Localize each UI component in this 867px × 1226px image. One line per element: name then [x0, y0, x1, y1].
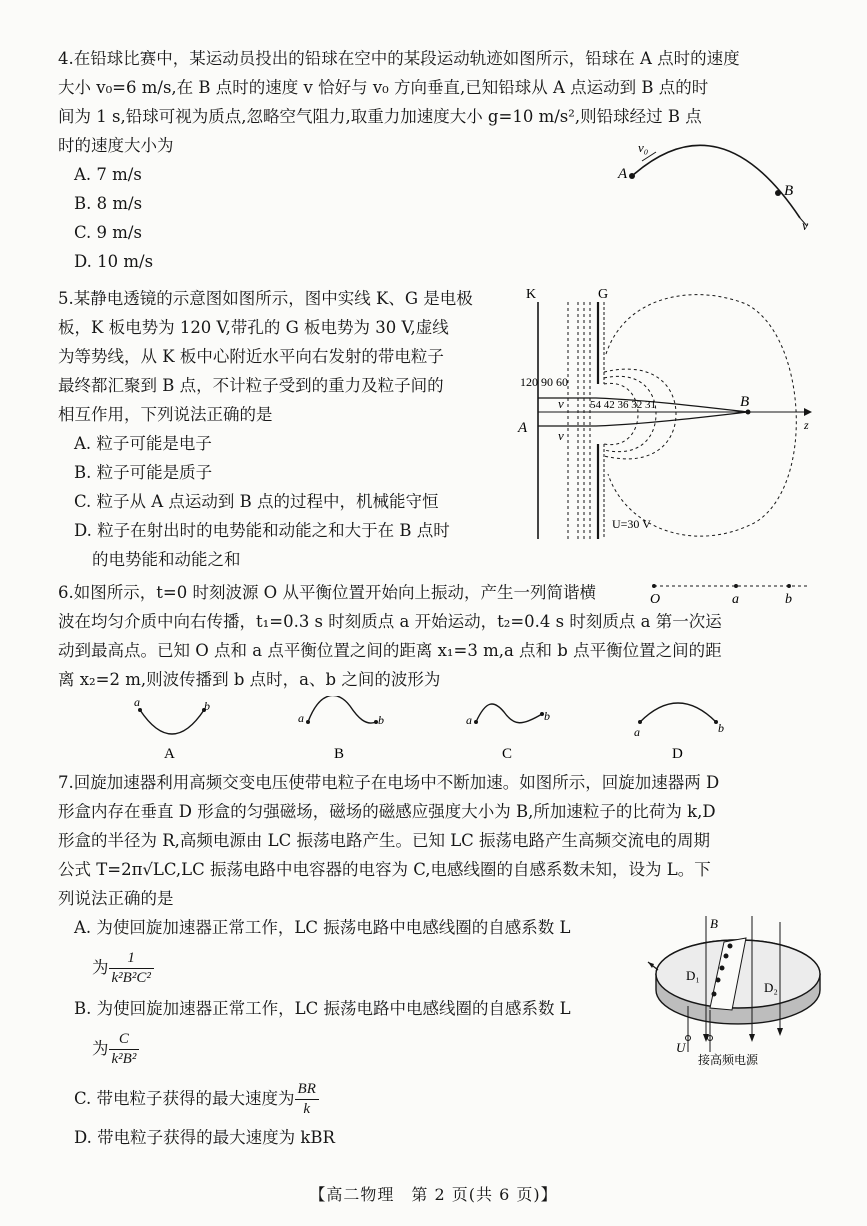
svg-text:b: b [718, 721, 724, 735]
q6-wave-axis-figure [650, 576, 815, 606]
svg-text:b: b [378, 713, 384, 727]
q7-line-1: 7.回旋加速器利用高频交变电压使带电粒子在电场中不断加速。如图所示，回旋加速器两 D [58, 773, 720, 792]
label-v-top: v [558, 396, 564, 411]
label-u: U [676, 1040, 686, 1055]
q7-line-4: 公式 T=2π√LC,LC 振荡电路中电容器的电容为 C,电感线圈的自感系数未知，设为 L。下 [58, 860, 711, 879]
svg-text:b: b [544, 709, 550, 723]
q7-option-d: D. 带电粒子获得的最大速度为 kBR [74, 1128, 335, 1147]
q7-line-3: 形盒的半径为 R,高频电源由 LC 振荡电路产生。已知 LC 振荡电路产生高频交流电的周期 [58, 831, 711, 850]
q7-cyclotron-figure [640, 912, 830, 1072]
choice-b-waveform [298, 696, 384, 762]
label-a: A [618, 166, 628, 182]
label-v: v [802, 219, 809, 234]
q6-waveform-choices [120, 696, 740, 766]
q6-line-1: 6.如图所示，t=0 时刻波源 O 从平衡位置开始向上振动，产生一列简谐横 [58, 583, 596, 602]
choice-c-waveform [466, 704, 550, 762]
label-g: G [598, 287, 609, 302]
q5-option-c: C. 粒子从 A 点运动到 B 点的过程中，机械能守恒 [74, 492, 439, 511]
q5-line-4: 最终都汇聚到 B 点，不计粒子受到的重力及粒子间的 [58, 376, 444, 395]
q4-line-3: 间为 1 s,铅球可视为质点,忽略空气阻力,取重力加速度大小 g=10 m/s²,则铅球经过 B 点 [58, 107, 702, 126]
q4-line-4: 时的速度大小为 [58, 136, 174, 155]
q4-option-a: A. 7 m/s [74, 165, 142, 184]
svg-text:a: a [134, 696, 140, 709]
q7-option-c: C. 带电粒子获得的最大速度为 $\frac{BR}{k}$ [58, 1075, 848, 1123]
q4-line-1: 4.在铅球比赛中，某运动员投出的铅球在空中的某段运动轨迹如图所示，铅球在 A 点时的速度 [58, 49, 740, 68]
q6-line-2: 波在均匀介质中向右传播，t₁=0.3 s 时刻质点 a 开始运动，t₂=0.4 s 时刻质点 a 第一次运 [58, 612, 722, 631]
q4-line-2: 大小 v₀=6 m/s,在 B 点时的速度 v 恰好与 v₀ 方向垂直,已知铅球从 A 点运动到 B 点的时 [58, 78, 709, 97]
point-b-dot [775, 190, 781, 196]
choice-d-label: D [672, 746, 683, 762]
label-potentials-right: 54 42 36 32 31 [590, 399, 656, 411]
q4-option-c: C. 9 m/s [74, 223, 142, 242]
q5-line-5: 相互作用，下列说法正确的是 [58, 405, 273, 424]
label-v-bottom: v [558, 428, 564, 443]
q4-option-d: D. 10 m/s [74, 252, 154, 271]
q5-electrostatic-lens-figure [516, 284, 816, 542]
q5-option-d-cont: 的电势能和动能之和 [92, 550, 241, 569]
q5-option-a: A. 粒子可能是电子 [74, 434, 212, 453]
q7-option-a-line: A. 为使回旋加速器正常工作，LC 振荡电路中电感线圈的自感系数 L [74, 918, 571, 937]
label-d1: D₁ [686, 968, 700, 983]
label-u: U=30 V [612, 517, 651, 531]
q4-trajectory-figure [610, 138, 830, 238]
label-b: b [785, 592, 792, 606]
label-a: a [732, 592, 739, 606]
q5-option-b: B. 粒子可能是质子 [74, 463, 213, 482]
svg-text:a: a [634, 725, 640, 739]
question-5 [58, 284, 518, 574]
q7-option-a-value: 为 $\frac{1}{\text{k²B²C²}}$ [58, 942, 848, 994]
label-potentials-left: 120 90 60 [520, 375, 568, 389]
choice-d-waveform [634, 703, 724, 762]
point-a-dot [629, 173, 635, 179]
svg-text:b: b [204, 699, 210, 713]
q5-line-2: 板，K 板电势为 120 V,带孔的 G 板电势为 30 V,虚线 [58, 318, 449, 337]
choice-a-waveform [134, 696, 210, 762]
q5-line-3: 为等势线，从 K 板中心附近水平向右发射的带电粒子 [58, 347, 444, 366]
label-b: B [740, 394, 750, 410]
label-d2: D₂ [764, 980, 778, 995]
q4-option-b: B. 8 m/s [74, 194, 143, 213]
page-footer: 【高二物理 第 2 页(共 6 页)】 [309, 1185, 558, 1204]
choice-a-label: A [164, 746, 175, 762]
trajectory-curve [632, 145, 800, 218]
label-b: B [710, 916, 718, 931]
label-axis-z: z [804, 418, 809, 432]
choice-b-label: B [334, 746, 345, 762]
label-b: B [784, 183, 794, 199]
label-k: K [526, 287, 537, 302]
q7-option-b-line: B. 为使回旋加速器正常工作，LC 振荡电路中电感线圈的自感系数 L [74, 999, 571, 1018]
q7-line-2: 形盒内存在垂直 D 形盒的匀强磁场，磁场的磁感应强度大小为 B,所加速粒子的比荷为 k,D [58, 802, 716, 821]
choice-c-label: C [502, 746, 513, 762]
q5-option-d: D. 粒子在射出时的电势能和动能之和大于在 B 点时 [74, 521, 450, 540]
svg-text:a: a [466, 713, 472, 727]
q6-line-3: 动到最高点。已知 O 点和 a 点平衡位置之间的距离 x₁=3 m,a 点和 b 点平衡位置之间的距 [58, 641, 722, 660]
q7-option-b-value: 为 $\frac{C}{\text{k²B²}}$ [58, 1023, 848, 1075]
label-o: O [650, 592, 661, 606]
label-a: A [518, 420, 528, 436]
q7-line-5: 列说法正确的是 [58, 889, 174, 908]
label-caption: 接高频电源 [698, 1053, 759, 1067]
label-v0: v₀ [638, 140, 649, 155]
q6-line-4: 离 x₂=2 m,则波传播到 b 点时，a、b 之间的波形为 [58, 670, 441, 689]
q5-line-1: 5.某静电透镜的示意图如图所示，图中实线 K、G 是电极 [58, 289, 473, 308]
svg-text:a: a [298, 711, 304, 725]
